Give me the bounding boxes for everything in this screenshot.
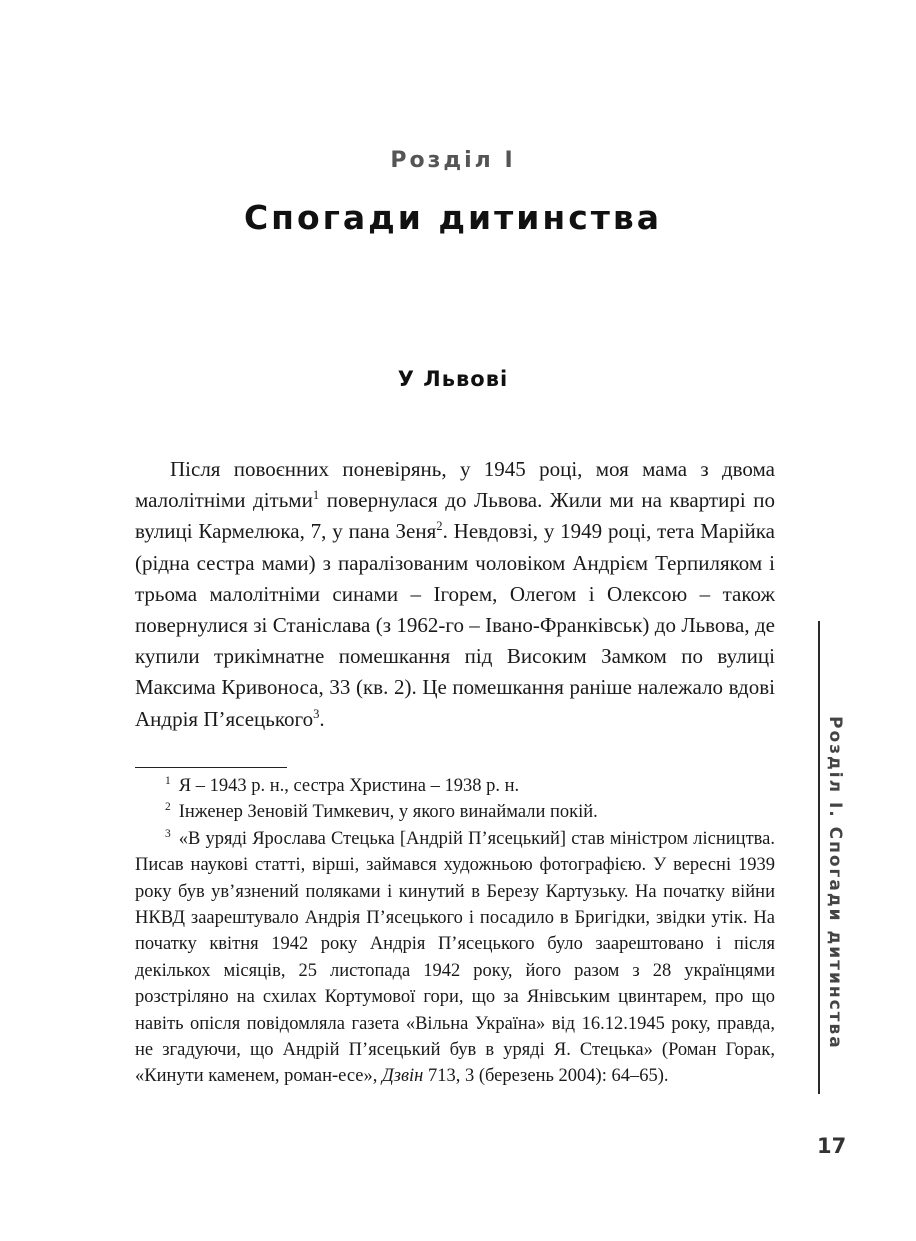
footnotes bbox=[135, 773, 775, 1090]
margin-rule bbox=[818, 621, 820, 1094]
footnote-text: «В уряді Ярослава Стецька [Андрій П’ясецький] став міністром лісництва. Писав наукові статті, вірші, займався художньою фотографією. У вересні 1939 року був ув’язнений поляками і кинутий в Березу Картузьку. На початку війни НКВД заарештувало Андрія П’ясецького і посадило в Бригідки, звідки утік. На початку квітня 1942 року Андрія П’ясецького було заарештовано і після декількох місяців, 25 листопада 1942 року, його разом з 28 українцями розстріляно на схилах Кортумової гори, що за Янівським цвинтарем, про що навіть опісля повідомляла газета «Вільна Україна» від 16.12.1945 року, правда, не згадуючи, що Андрій П’ясецький був в уряді Я. Стецька» (Роман Горак, «Кинути каменем, роман-есе», bbox=[135, 828, 775, 1087]
paragraph-text-1: Після повоєнних поневірянь, у 1945 році, моя мама з двома малолітніми дітьми bbox=[135, 457, 775, 513]
section-title: У Львові bbox=[397, 367, 509, 391]
footnote-ref-2: 2 bbox=[436, 519, 443, 534]
footnote-text-end: 713, 3 (березень 2004): 64–65). bbox=[423, 1066, 669, 1087]
paragraph-text-2: повернулася до Львова. Жили ми на квартирі по вулиці Кармелюка, 7, у пана Зеня bbox=[135, 488, 776, 544]
paragraph-text-4: . bbox=[319, 706, 325, 731]
footnote-italic-title: Дзвін bbox=[381, 1066, 424, 1087]
chapter-title: Спогади дитинства bbox=[243, 198, 663, 237]
chapter-label: Розділ І bbox=[390, 148, 516, 173]
page-number: 17 bbox=[817, 1134, 847, 1158]
footnote-ref-1: 1 bbox=[312, 488, 320, 503]
running-head: Розділ І. Спогади дитинства bbox=[825, 716, 845, 1050]
paragraph-text-3: . Невдовзі, у 1949 році, тета Марійка (рідна сестра мами) з паралізованим чоловіком Андрієм Терпиляком і трьома малолітніми синами – Ігорем, Олегом і Олексою – також повернулися зі Станіслава (з 1962-го – Івано-Франківськ) до Львова, де купили трикімнатне помешкання під Високим Замком по вулиці Максима Кривоноса, 33 (кв. 2). Це помешкання раніше належало вдові Андрія П’ясецького bbox=[135, 519, 775, 731]
footnote-text: Я – 1943 р. н., сестра Христина – 1938 р. н. bbox=[178, 776, 520, 796]
footnote-number: 3 bbox=[165, 827, 171, 840]
footnote-3 bbox=[135, 826, 775, 1090]
footnote-number: 2 bbox=[165, 801, 171, 814]
footnote-separator bbox=[135, 767, 287, 768]
footnote-2 bbox=[135, 799, 775, 825]
footnote-1 bbox=[135, 773, 775, 799]
footnote-number: 1 bbox=[165, 774, 171, 787]
footnote-text: Інженер Зеновій Тимкевич, у якого винаймали покій. bbox=[178, 802, 598, 823]
footnote-ref-3: 3 bbox=[313, 706, 320, 721]
body-paragraph bbox=[135, 454, 775, 735]
